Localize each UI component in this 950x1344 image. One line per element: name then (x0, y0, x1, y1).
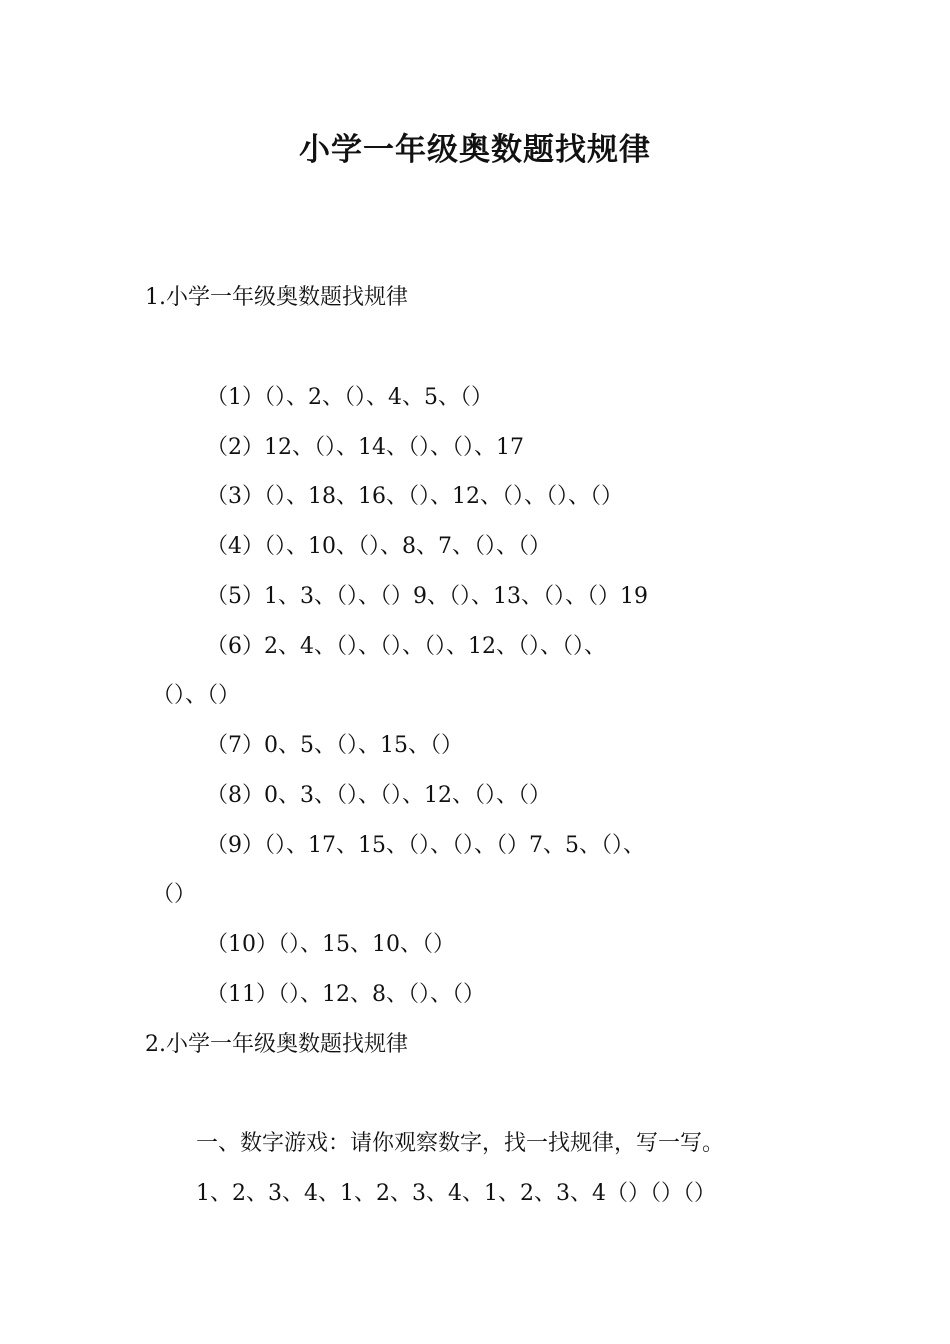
exercise-4: （4）（）、10、（）、8、7、（）、（） (206, 534, 551, 559)
exercise-10: （10）（）、15、10、（） (206, 932, 455, 957)
section-2-heading: 2.小学一年级奥数题找规律 (145, 1032, 408, 1057)
exercise-6: （6）2、4、（）、（）、（）、12、（）、（）、 (206, 634, 606, 659)
number-game-sequence: 1、2、3、4、1、2、3、4、1、2、3、4（）（）（） (196, 1181, 716, 1206)
exercise-1: （1）（）、2、（）、4、5、（） (206, 385, 493, 410)
exercise-6-continued: （）、（） (152, 683, 241, 708)
number-game-instruction: 一、数字游戏：请你观察数字，找一找规律，写一写。 (196, 1131, 725, 1156)
exercise-8: （8）0、3、（）、（）、12、（）、（） (206, 783, 551, 808)
section-1-heading: 1.小学一年级奥数题找规律 (145, 285, 408, 310)
exercise-9: （9）（）、17、15、（）、（）、（）7、5、（）、 (206, 833, 645, 858)
exercise-5: （5）1、3、（）、（）9、（）、13、（）、（）19 (206, 584, 648, 609)
page-title: 小学一年级奥数题找规律 (299, 132, 651, 168)
exercise-2: （2）12、（）、14、（）、（）、17 (206, 435, 524, 460)
exercise-9-continued: （） (152, 882, 197, 907)
exercise-3: （3）（）、18、16、（）、12、（）、（）、（） (206, 484, 623, 509)
exercise-7: （7）0、5、（）、15、（） (206, 733, 463, 758)
exercise-11: （11）（）、12、8、（）、（） (206, 982, 485, 1007)
